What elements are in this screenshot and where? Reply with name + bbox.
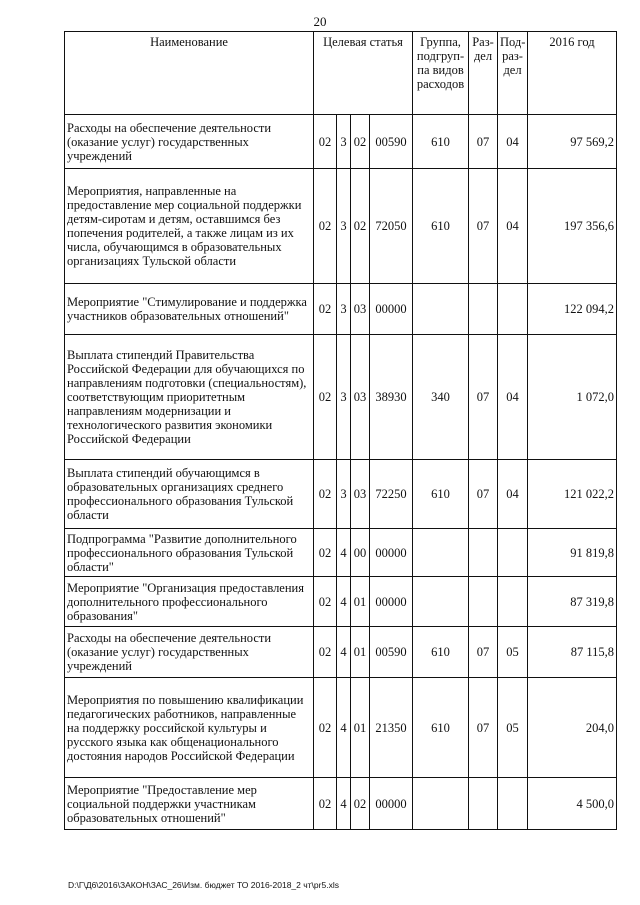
expense-group: 610 — [413, 169, 469, 284]
row-name: Мероприятия, направленные на предоставление мер социальной поддержки детям-сиротам и детям, оставшимся без попечения родителей, а также лицам из их числа, обучающимся в образовательных организациях Тульской области — [65, 169, 314, 284]
target-code-subprogram: 4 — [337, 778, 351, 830]
expense-group: 610 — [413, 115, 469, 169]
table-row — [65, 778, 617, 830]
subsection-code: 04 — [498, 460, 528, 529]
amount-2016: 121 022,2 — [528, 460, 617, 529]
target-code-event: 00 — [351, 529, 370, 577]
target-code-program: 02 — [314, 169, 337, 284]
section-code: 07 — [469, 169, 498, 284]
row-name: Мероприятие "Стимулирование и поддержка участников образовательных отношений" — [65, 284, 314, 335]
section-code: 07 — [469, 335, 498, 460]
header-target: Целевая статья — [314, 32, 413, 115]
target-code-direction: 00590 — [370, 627, 413, 678]
target-code-subprogram: 3 — [337, 460, 351, 529]
subsection-code: 04 — [498, 115, 528, 169]
expense-group — [413, 778, 469, 830]
amount-2016: 97 569,2 — [528, 115, 617, 169]
target-code-event: 01 — [351, 577, 370, 627]
target-code-subprogram: 3 — [337, 169, 351, 284]
header-section: Раз-дел — [469, 32, 498, 115]
target-code-event: 02 — [351, 778, 370, 830]
target-code-event: 01 — [351, 627, 370, 678]
target-code-direction: 00590 — [370, 115, 413, 169]
row-name: Мероприятия по повышению квалификации педагогических работников, направленные на поддержку российской культуры и русского языка как общенационального достояния народов Российской Федерации — [65, 678, 314, 778]
row-name: Выплата стипендий Правительства Российской Федерации для обучающихся по направлениям подготовки (специальностям), соответствующим приоритетным направлениям модернизации и технологического развития экономики Российской Федерации — [65, 335, 314, 460]
section-code: 07 — [469, 460, 498, 529]
amount-2016: 204,0 — [528, 678, 617, 778]
target-code-subprogram: 3 — [337, 115, 351, 169]
expense-group: 610 — [413, 627, 469, 678]
target-code-subprogram: 4 — [337, 678, 351, 778]
section-code — [469, 577, 498, 627]
target-code-program: 02 — [314, 460, 337, 529]
header-name: Наименование — [65, 32, 314, 115]
target-code-direction: 00000 — [370, 577, 413, 627]
target-code-event: 02 — [351, 169, 370, 284]
section-code: 07 — [469, 115, 498, 169]
table-row — [65, 169, 617, 284]
target-code-event: 03 — [351, 284, 370, 335]
header-subsection: Под-раз-дел — [498, 32, 528, 115]
subsection-code — [498, 778, 528, 830]
amount-2016: 197 356,6 — [528, 169, 617, 284]
section-code — [469, 529, 498, 577]
row-name: Выплата стипендий обучающимся в образовательных организациях среднего профессионального образования Тульской области — [65, 460, 314, 529]
expense-group — [413, 577, 469, 627]
table-row — [65, 284, 617, 335]
target-code-subprogram: 4 — [337, 577, 351, 627]
table-row — [65, 529, 617, 577]
table-row — [65, 460, 617, 529]
file-path-footer: D:\Г\Д6\2016\ЗАКОН\ЗАС_26\Изм. бюджет ТО 2016-2018_2 чт\pr5.xls — [68, 880, 339, 890]
target-code-program: 02 — [314, 678, 337, 778]
amount-2016: 91 819,8 — [528, 529, 617, 577]
amount-2016: 1 072,0 — [528, 335, 617, 460]
row-name: Мероприятие "Предоставление мер социальной поддержки участникам образовательных отношений" — [65, 778, 314, 830]
subsection-code — [498, 529, 528, 577]
subsection-code: 04 — [498, 335, 528, 460]
expense-group: 610 — [413, 460, 469, 529]
budget-table — [64, 31, 617, 830]
table-header-row — [65, 32, 617, 115]
expense-group: 340 — [413, 335, 469, 460]
expense-group — [413, 284, 469, 335]
subsection-code — [498, 284, 528, 335]
target-code-program: 02 — [314, 284, 337, 335]
subsection-code — [498, 577, 528, 627]
target-code-program: 02 — [314, 529, 337, 577]
target-code-direction: 00000 — [370, 778, 413, 830]
target-code-subprogram: 3 — [337, 335, 351, 460]
row-name: Расходы на обеспечение деятельности (оказание услуг) государственных учреждений — [65, 627, 314, 678]
target-code-subprogram: 4 — [337, 627, 351, 678]
amount-2016: 87 115,8 — [528, 627, 617, 678]
expense-group — [413, 529, 469, 577]
row-name: Подпрограмма "Развитие дополнительного профессионального образования Тульской области" — [65, 529, 314, 577]
header-group: Группа, подгруп-па видов расходов — [413, 32, 469, 115]
target-code-direction: 72250 — [370, 460, 413, 529]
table-row — [65, 115, 617, 169]
target-code-event: 03 — [351, 460, 370, 529]
target-code-direction: 00000 — [370, 529, 413, 577]
expense-group: 610 — [413, 678, 469, 778]
target-code-program: 02 — [314, 335, 337, 460]
target-code-direction: 21350 — [370, 678, 413, 778]
section-code — [469, 778, 498, 830]
target-code-program: 02 — [314, 115, 337, 169]
target-code-direction: 38930 — [370, 335, 413, 460]
target-code-event: 03 — [351, 335, 370, 460]
table-row — [65, 577, 617, 627]
header-year: 2016 год — [528, 32, 617, 115]
subsection-code: 05 — [498, 627, 528, 678]
target-code-subprogram: 4 — [337, 529, 351, 577]
row-name: Мероприятие "Организация предоставления дополнительного профессионального образования" — [65, 577, 314, 627]
target-code-event: 01 — [351, 678, 370, 778]
target-code-direction: 00000 — [370, 284, 413, 335]
table-row — [65, 627, 617, 678]
section-code — [469, 284, 498, 335]
subsection-code: 05 — [498, 678, 528, 778]
table-row — [65, 678, 617, 778]
amount-2016: 87 319,8 — [528, 577, 617, 627]
target-code-program: 02 — [314, 778, 337, 830]
section-code: 07 — [469, 678, 498, 778]
table-row — [65, 335, 617, 460]
target-code-program: 02 — [314, 577, 337, 627]
amount-2016: 122 094,2 — [528, 284, 617, 335]
target-code-direction: 72050 — [370, 169, 413, 284]
target-code-event: 02 — [351, 115, 370, 169]
target-code-subprogram: 3 — [337, 284, 351, 335]
subsection-code: 04 — [498, 169, 528, 284]
row-name: Расходы на обеспечение деятельности (оказание услуг) государственных учреждений — [65, 115, 314, 169]
target-code-program: 02 — [314, 627, 337, 678]
amount-2016: 4 500,0 — [528, 778, 617, 830]
section-code: 07 — [469, 627, 498, 678]
page-number: 20 — [313, 14, 327, 29]
